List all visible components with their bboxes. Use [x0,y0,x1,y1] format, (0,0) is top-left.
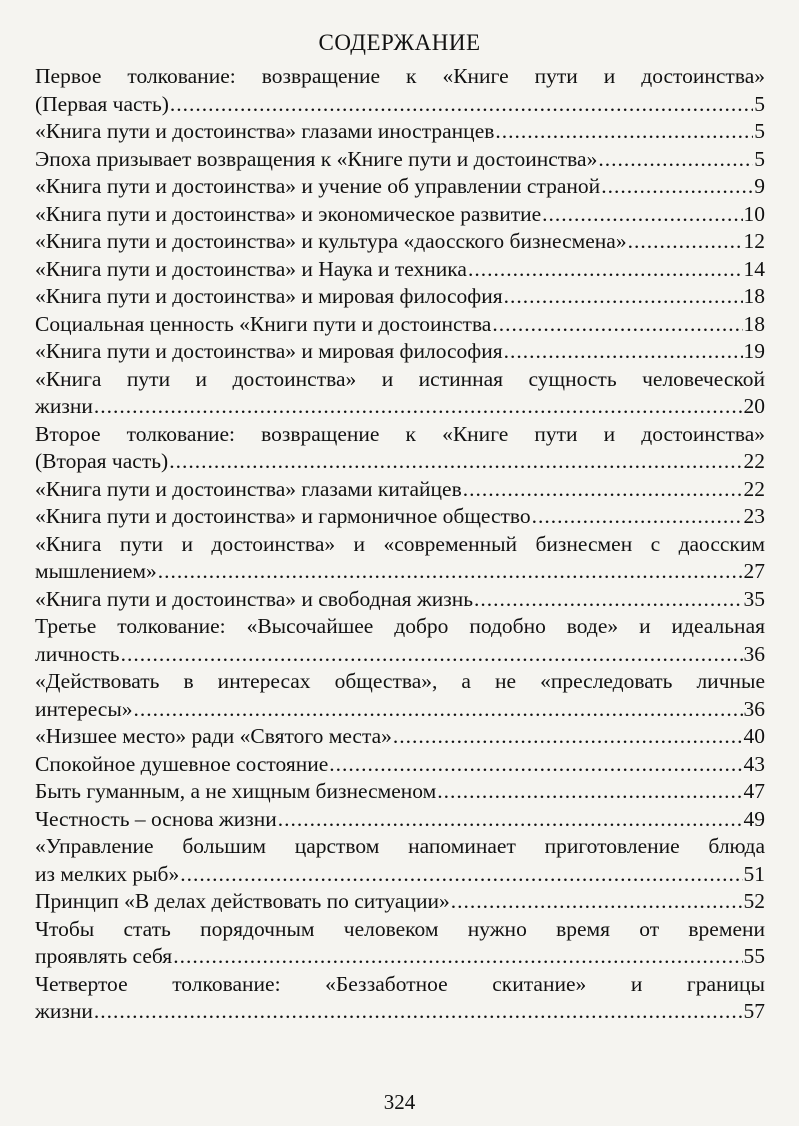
toc-entry [35,531,765,586]
toc-entry-page: 5 [754,119,765,143]
dot-leader [492,311,742,339]
toc-entry-text: «Книга пути и достоинства» глазами иностранцев [35,119,495,143]
toc-entry-text: (Вторая часть) [35,449,169,473]
toc-entry-page: 22 [743,476,765,501]
page-number: 324 [383,1090,416,1114]
toc-entry-page: 52 [743,889,765,913]
toc-entry-page: 36 [743,641,765,666]
toc-entry-page: 40 [743,724,765,748]
toc-entry-row [35,641,765,669]
toc-entry [35,806,765,834]
dot-leader [468,256,743,284]
toc-entry-heading: Четвертое толкование: «Беззаботное скитание» и границы [35,971,765,996]
toc-entry-heading: Второе толкование: возвращение к «Книге пути и достоинства» [35,421,765,446]
dot-leader [463,476,743,504]
dot-leader [628,228,743,256]
toc-entry [35,63,765,118]
toc-entry-page: 23 [743,504,765,528]
toc-entry-row [35,778,765,806]
dot-leader [158,558,743,586]
toc-entry [35,503,765,531]
toc-entry [35,338,765,366]
toc-entry [35,751,765,779]
toc-entry-row [35,723,765,751]
dot-leader [329,751,742,779]
dot-leader [173,943,742,971]
toc-entry-row [35,503,765,531]
dot-leader [451,888,743,916]
toc-entry-row [35,146,765,174]
page-title: СОДЕРЖАНИЕ [318,30,481,55]
dot-leader [598,146,753,174]
toc-entry-text: мышлением» [35,559,157,583]
toc-entry-text: интересы» [35,696,133,721]
toc-entry-text: жизни [35,999,93,1023]
toc-entry-text: «Низшее место» ради «Святого места» [35,724,392,748]
toc-entry-page: 14 [743,256,765,281]
dot-leader [437,778,742,806]
toc-entry-page: 19 [743,339,765,363]
dot-leader [495,118,753,146]
toc-entry-page: 35 [743,586,765,611]
toc-entry-text: из мелких рыб» [35,861,180,886]
toc-entry-heading: «Книга пути и достоинства» и «современный бизнесмен с даосским [35,531,765,556]
toc-entry-heading: «Действовать в интересах общества», а не «преследовать личные [35,669,765,693]
toc-entry-row [35,586,765,614]
toc-entry [35,366,765,421]
toc-entry [35,146,765,174]
dot-leader [180,861,742,889]
toc-entry [35,256,765,284]
dot-leader [169,448,742,476]
toc-entry-page: 47 [743,779,765,803]
dot-leader [170,91,753,119]
toc-entry-page: 51 [743,861,765,886]
toc-entry [35,228,765,256]
toc-entry-text: личность [35,641,120,666]
toc-entry [35,778,765,806]
toc-entry-text: проявлять себя [35,944,173,968]
toc-entry-page: 22 [743,449,765,473]
toc-entry-page: 20 [743,394,765,418]
toc-entry-row [35,558,765,586]
toc-entry-page: 10 [743,201,765,226]
toc-entry [35,283,765,311]
toc-entry [35,201,765,229]
dot-leader [474,586,742,614]
toc-entry [35,118,765,146]
toc-entry-row [35,696,765,724]
toc-entry [35,971,765,1026]
toc-entry-text: Эпоха призывает возвращения к «Книге пути и достоинства» [35,146,598,171]
toc-entry-text: «Книга пути и достоинства» и Наука и техника [35,256,467,281]
toc-entry-text: «Книга пути и достоинства» и свободная жизнь [35,586,474,611]
toc-entry-page: 43 [743,751,765,776]
dot-leader [504,283,743,311]
toc-entry-text: «Книга пути и достоинства» глазами китайцев [35,476,462,501]
toc-entry-page: 18 [743,284,765,308]
toc-entry-row [35,806,765,834]
toc-entry [35,668,765,723]
toc-entry-page: 5 [754,91,765,116]
toc-entry-heading: Первое толкование: возвращение к «Книге пути и достоинства» [35,64,765,88]
toc-entry-text: (Первая часть) [35,91,169,116]
toc-entry [35,311,765,339]
toc-entry-row [35,943,765,971]
toc-entry-row [35,751,765,779]
toc-entry-text: Социальная ценность «Книги пути и достоинства [35,311,492,336]
toc-entry-row [35,91,765,119]
toc-entry-text: «Книга пути и достоинства» и мировая философия [35,339,503,363]
toc-entry-row [35,476,765,504]
toc-entry-text: «Книга пути и достоинства» и культура «даосского бизнесмена» [35,229,627,253]
toc-entry-row [35,256,765,284]
toc-entry [35,613,765,668]
toc-entry-row [35,311,765,339]
toc-entry-page: 27 [743,559,765,583]
dot-leader [532,503,743,531]
toc-entry-page: 36 [743,696,765,721]
toc-entry-text: Честность – основа жизни [35,806,277,831]
toc-entry-page: 12 [743,229,765,253]
toc-entry-heading: Чтобы стать порядочным человеком нужно время от времени [35,916,765,941]
toc-entry-row [35,448,765,476]
toc-entry-row [35,173,765,201]
toc-entry [35,421,765,476]
toc-entry-row [35,201,765,229]
toc-entry-row [35,283,765,311]
toc-entry-page: 49 [743,806,765,831]
toc-entry-page: 18 [743,311,765,336]
dot-leader [94,393,743,421]
dot-leader [121,641,743,669]
toc-entry-heading: «Книга пути и достоинства» и истинная сущность человеческой [35,366,765,391]
toc-entry-heading: Третье толкование: «Высочайшее добро подобно воде» и идеальная [35,614,765,638]
toc-entry [35,586,765,614]
toc-entry-page: 5 [754,146,765,171]
dot-leader [278,806,743,834]
toc-entry-row [35,888,765,916]
toc-entry-page: 57 [743,999,765,1023]
toc-entry-row [35,228,765,256]
dot-leader [134,696,743,724]
toc-entry-text: Принцип «В делах действовать по ситуации» [35,889,450,913]
toc-entry-page: 9 [754,174,765,198]
toc-entry [35,173,765,201]
toc-entry-text: «Книга пути и достоинства» и учение об управлении страной [35,174,601,198]
toc-entry-row [35,393,765,421]
toc-entry-text: «Книга пути и достоинства» и мировая философия [35,284,503,308]
toc-entry [35,723,765,751]
toc-entry [35,476,765,504]
table-of-contents [35,63,765,1026]
toc-entry-row [35,998,765,1026]
dot-leader [504,338,743,366]
toc-entry-text: жизни [35,394,93,418]
toc-entry-text: «Книга пути и достоинства» и экономическое развитие [35,201,542,226]
toc-entry-text: Спокойное душевное состояние [35,751,329,776]
dot-leader [542,201,742,229]
dot-leader [601,173,753,201]
toc-entry-page: 55 [743,944,765,968]
dot-leader [94,998,743,1026]
toc-entry [35,833,765,888]
toc-entry [35,916,765,971]
toc-entry [35,888,765,916]
toc-entry-heading: «Управление большим царством напоминает приготовление блюда [35,834,765,858]
toc-entry-row [35,861,765,889]
toc-entry-row [35,338,765,366]
toc-entry-text: Быть гуманным, а не хищным бизнесменом [35,779,437,803]
toc-entry-text: «Книга пути и достоинства» и гармоничное общество [35,504,531,528]
dot-leader [393,723,743,751]
toc-entry-row [35,118,765,146]
